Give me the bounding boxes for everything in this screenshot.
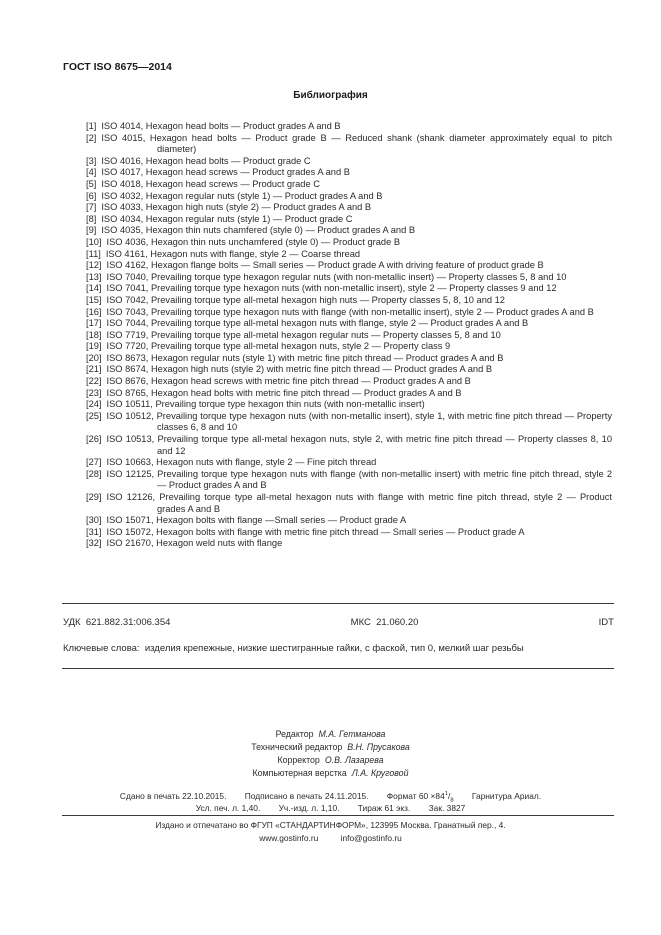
- reference-number: [22]: [86, 376, 102, 387]
- reference-number: [18]: [86, 329, 102, 340]
- reference-text: ISO 7044, Prevailing torque type all-metal hexagon nuts with flange, style 2 — Product grades A and B: [106, 318, 529, 329]
- reference-number: [30]: [86, 515, 102, 526]
- mks-code: МКС 21.060.20: [350, 617, 419, 628]
- accounting-sheets: Уч.-изд. л. 1,10.: [278, 803, 340, 813]
- reference-number: [14]: [86, 283, 102, 294]
- reference-number: [4]: [86, 167, 97, 178]
- reference-number: [21]: [86, 364, 102, 375]
- typeface: Гарнитура Ариал.: [471, 791, 542, 801]
- reference-text: ISO 7043, Prevailing torque type hexagon nuts with flange (with non-metallic insert), style 2 — Product grades A and B: [106, 306, 594, 317]
- credit-row: [0, 741, 661, 754]
- reference-number: [27]: [86, 457, 102, 468]
- credit-person: О.В. Лазарева: [324, 755, 384, 765]
- bibliography-entry: [86, 133, 612, 156]
- bibliography-entry: [86, 214, 612, 226]
- reference-text: ISO 12126, Prevailing torque type all-metal hexagon nuts with flange with metric fine pitch thread, style 2 — Product grades A and B: [106, 492, 612, 514]
- reference-number: [2]: [86, 132, 97, 143]
- bibliography-entry: [86, 191, 612, 203]
- bibliography-entry: [86, 237, 612, 249]
- reference-text: ISO 4032, Hexagon regular nuts (style 1) — Product grades A and B: [101, 190, 383, 201]
- reference-number: [10]: [86, 236, 102, 247]
- credit-person: В.Н. Прусакова: [347, 742, 410, 752]
- reference-text: ISO 8765, Hexagon head bolts with metric fine pitch thread — Product grades A and B: [106, 387, 462, 398]
- bibliography-entry: [86, 527, 612, 539]
- reference-number: [3]: [86, 155, 97, 166]
- format-fraction-slash: /: [448, 791, 451, 801]
- reference-number: [9]: [86, 225, 97, 236]
- reference-text: ISO 10512, Prevailing torque type hexagon nuts (with non-metallic insert), style 1, with metric fine pitch thread — Property classes 6, 8 and 10: [106, 410, 612, 433]
- bibliography-entry: [86, 156, 612, 168]
- reference-number: [28]: [86, 468, 102, 479]
- reference-text: ISO 10513, Prevailing torque type all-metal hexagon nuts, style 2, with metric fine pitch thread — Property classes 8, 10 and 12: [106, 434, 612, 456]
- credit-row: [0, 767, 661, 780]
- bibliography-entry: [86, 330, 612, 342]
- reference-number: [13]: [86, 271, 102, 282]
- bibliography-entry: [86, 538, 612, 550]
- reference-number: [5]: [86, 178, 97, 189]
- reference-text: ISO 4016, Hexagon head bolts — Product grade C: [101, 155, 311, 166]
- credit-person: М.А. Гетманова: [318, 729, 386, 739]
- publisher-website: www.gostinfo.ru: [259, 832, 319, 843]
- format-fraction-denominator: 8: [450, 797, 454, 804]
- divider-line: [62, 815, 614, 816]
- bibliography-entry: [86, 353, 612, 365]
- bibliography-entry: [86, 167, 612, 179]
- bibliography-entry: [86, 388, 612, 400]
- reference-number: [8]: [86, 213, 97, 224]
- reference-number: [16]: [86, 306, 102, 317]
- reference-number: [6]: [86, 190, 97, 201]
- imprint-line-2: [0, 802, 661, 814]
- bibliography-entry: [86, 457, 612, 469]
- imprint-line-1: [0, 790, 661, 802]
- bibliography-entry: [86, 399, 612, 411]
- divider-line: [62, 603, 614, 604]
- bibliography-entry: [86, 515, 612, 527]
- reference-text: ISO 10663, Hexagon nuts with flange, style 2 — Fine pitch thread: [106, 457, 377, 468]
- publisher-block: [0, 819, 661, 844]
- standard-designation: ГОСТ ISO 8675—2014: [63, 61, 172, 73]
- reference-number: [32]: [86, 538, 102, 549]
- reference-text: ISO 4033, Hexagon high nuts (style 2) — Product grades A and B: [101, 202, 372, 213]
- imprint-block: [0, 790, 661, 814]
- credit-role: Редактор: [275, 729, 314, 739]
- credit-role: Технический редактор: [251, 742, 343, 752]
- reference-text: ISO 4018, Hexagon head screws — Product grade C: [101, 178, 320, 189]
- divider-line: [62, 668, 614, 669]
- reference-text: ISO 7040, Prevailing torque type hexagon regular nuts (with non-metallic insert) — Property classes 5, 8 and 10: [106, 271, 567, 282]
- bibliography-entry: [86, 364, 612, 376]
- bibliography-list: [86, 121, 612, 550]
- bibliography-entry: [86, 307, 612, 319]
- publisher-contacts: [0, 832, 661, 845]
- bibliography-entry: [86, 295, 612, 307]
- bibliography-entry: [86, 318, 612, 330]
- reference-number: [20]: [86, 352, 102, 363]
- credit-row: [0, 728, 661, 741]
- bibliography-entry: [86, 283, 612, 295]
- reference-text: ISO 7719, Prevailing torque type all-metal hexagon regular nuts — Property classes 5, 8 and 10: [106, 329, 501, 340]
- bibliography-entry: [86, 202, 612, 214]
- reference-number: [1]: [86, 121, 97, 131]
- circulation: Тираж 61 экз.: [357, 803, 411, 813]
- bibliography-entry: [86, 492, 612, 515]
- reference-number: [17]: [86, 318, 102, 329]
- bibliography-entry: [86, 411, 612, 434]
- reference-text: ISO 7041, Prevailing torque type hexagon nuts (with non-metallic insert), style 2 — Property classes 9 and 12: [106, 283, 557, 294]
- reference-number: [26]: [86, 434, 102, 445]
- reference-text: ISO 7042, Prevailing torque type all-metal hexagon high nuts — Property classes 5, 8, 10 and 12: [106, 294, 505, 305]
- reference-text: ISO 15072, Hexagon bolts with flange with metric fine pitch thread — Small series — Product grade A: [106, 526, 525, 537]
- credits-block: [0, 728, 661, 780]
- bibliography-entry: [86, 179, 612, 191]
- reference-number: [25]: [86, 410, 102, 421]
- reference-text: ISO 15071, Hexagon bolts with flange —Small series — Product grade A: [106, 515, 407, 526]
- reference-number: [7]: [86, 202, 97, 213]
- reference-number: [11]: [86, 248, 101, 259]
- bibliography-entry: [86, 272, 612, 284]
- bibliography-entry: [86, 260, 612, 272]
- reference-text: ISO 10511, Prevailing torque type hexagon thin nuts (with non-metallic insert): [106, 399, 425, 410]
- bibliography-entry: [86, 121, 612, 133]
- reference-text: ISO 4162, Hexagon flange bolts — Small series — Product grade A with driving feature of product grade B: [106, 260, 544, 271]
- reference-number: [12]: [86, 260, 102, 271]
- reference-text: ISO 4034, Hexagon regular nuts (style 1) — Product grade C: [101, 213, 353, 224]
- bibliography-entry: [86, 434, 612, 457]
- order-number: Зак. 3827: [428, 803, 466, 813]
- section-title: Библиография: [293, 90, 368, 101]
- reference-number: [23]: [86, 387, 102, 398]
- idt-label: IDT: [598, 617, 614, 628]
- format-label: Формат 60 ×84: [386, 791, 445, 801]
- reference-text: ISO 8673, Hexagon regular nuts (style 1) with metric fine pitch thread — Product grades A and B: [106, 352, 504, 363]
- signed-to-print: Подписано в печать 24.11.2015.: [244, 791, 369, 801]
- format-fraction-numerator: 1: [444, 791, 448, 798]
- reference-text: ISO 4014, Hexagon head bolts — Product grades A and B: [101, 121, 341, 131]
- reference-text: ISO 4036, Hexagon thin nuts unchamfered (style 0) — Product grade B: [106, 236, 401, 247]
- reference-text: ISO 4161, Hexagon nuts with flange, style 2 — Coarse thread: [105, 248, 361, 259]
- credit-role: Компьютерная верстка: [252, 768, 347, 778]
- bibliography-entry: [86, 376, 612, 388]
- classification-row: [63, 617, 614, 628]
- bibliography-entry: [86, 341, 612, 353]
- conventional-sheets: Усл. печ. л. 1,40.: [195, 803, 261, 813]
- reference-number: [15]: [86, 294, 102, 305]
- bibliography-entry: [86, 469, 612, 492]
- keywords-line: Ключевые слова: изделия крепежные, низкие шестигранные гайки, с фаской, тип 0, мелкий шаг резьбы: [63, 643, 524, 654]
- reference-text: ISO 4015, Hexagon head bolts — Product grade B — Reduced shank (shank diameter approximately equal to pitch diameter): [101, 132, 612, 155]
- reference-number: [31]: [86, 526, 102, 537]
- reference-text: ISO 21670, Hexagon weld nuts with flange: [106, 538, 283, 549]
- reference-number: [19]: [86, 341, 102, 352]
- sent-to-print: Сдано в печать 22.10.2015.: [119, 791, 227, 801]
- publisher-email: info@gostinfo.ru: [340, 832, 402, 843]
- reference-text: ISO 8676, Hexagon head screws with metric fine pitch thread — Product grades A and B: [106, 376, 471, 387]
- reference-text: ISO 12125, Prevailing torque type hexagon nuts with flange (with non-metallic insert) with metric fine pitch thread, style 2 — Product grades A and B: [106, 468, 612, 491]
- udk-code: УДК 621.882.31:006.354: [63, 617, 171, 628]
- reference-number: [24]: [86, 399, 102, 410]
- reference-text: ISO 8674, Hexagon high nuts (style 2) with metric fine pitch thread — Product grades A and B: [106, 364, 493, 375]
- reference-text: ISO 4035, Hexagon thin nuts chamfered (style 0) — Product grades A and B: [101, 225, 416, 236]
- reference-text: ISO 4017, Hexagon head screws — Product grades A and B: [101, 167, 350, 178]
- bibliography-entry: [86, 249, 612, 261]
- credit-row: [0, 754, 661, 767]
- reference-text: ISO 7720, Prevailing torque type all-metal hexagon nuts, style 2 — Property class 9: [106, 341, 451, 352]
- credit-person: Л.А. Круговой: [351, 768, 409, 778]
- publisher-line: Издано и отпечатано во ФГУП «СТАНДАРТИНФОРМ», 123995 Москва. Гранатный пер., 4.: [155, 820, 506, 830]
- bibliography-entry: [86, 225, 612, 237]
- format-value: [386, 791, 454, 804]
- credit-role: Корректор: [277, 755, 320, 765]
- reference-number: [29]: [86, 492, 102, 502]
